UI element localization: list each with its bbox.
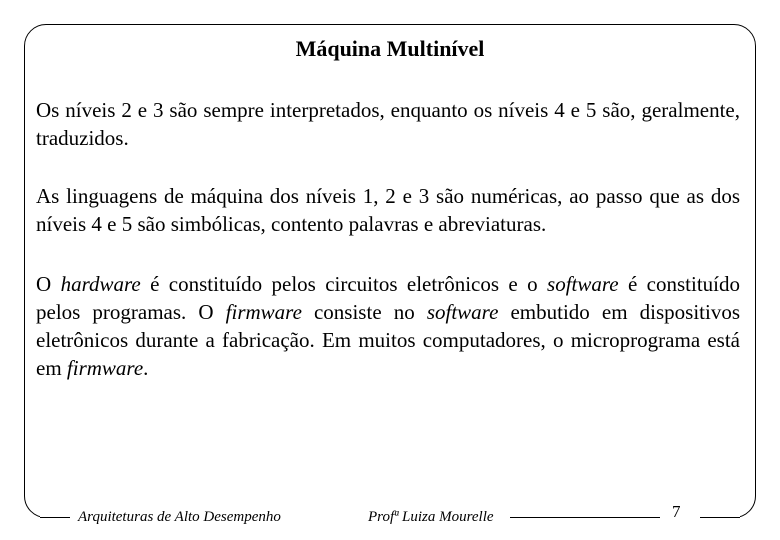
text-segment: O	[36, 272, 61, 296]
footer-author: Profª Luiza Mourelle	[368, 509, 494, 525]
term-software: software	[547, 272, 619, 296]
text-segment: é constituído pelos programas. O	[36, 272, 740, 324]
page-number: 7	[672, 502, 681, 521]
paragraph-hardware-software	[36, 270, 740, 382]
term-firmware: firmware	[66, 356, 144, 380]
text-segment: embutido em dispositivos eletrônicos durante a fabricação. Em muitos computadores, o microprograma está em	[36, 300, 740, 380]
text-segment: .	[143, 356, 149, 380]
term-software: software	[426, 300, 499, 324]
text-segment: é constituído pelos circuitos eletrônicos e o	[140, 272, 548, 296]
paragraph-levels-interpretation: Os níveis 2 e 3 são sempre interpretados, enquanto os níveis 4 e 5 são, geralmente, traduzidos.	[36, 98, 740, 150]
paragraph-machine-languages: As linguagens de máquina dos níveis 1, 2 e 3 são numéricas, ao passo que as dos níveis 4 e 5 são simbólicas, contento palavras e abreviaturas.	[36, 184, 740, 236]
footer-course: Arquiteturas de Alto Desempenho	[78, 509, 281, 525]
text-segment: consiste no	[301, 300, 427, 324]
footer-rule	[40, 517, 70, 518]
footer-rule	[700, 517, 740, 518]
term-hardware: hardware	[60, 272, 141, 296]
slide-title: Máquina Multinível	[295, 36, 485, 61]
footer-rule	[510, 517, 660, 518]
term-firmware: firmware	[225, 300, 302, 324]
